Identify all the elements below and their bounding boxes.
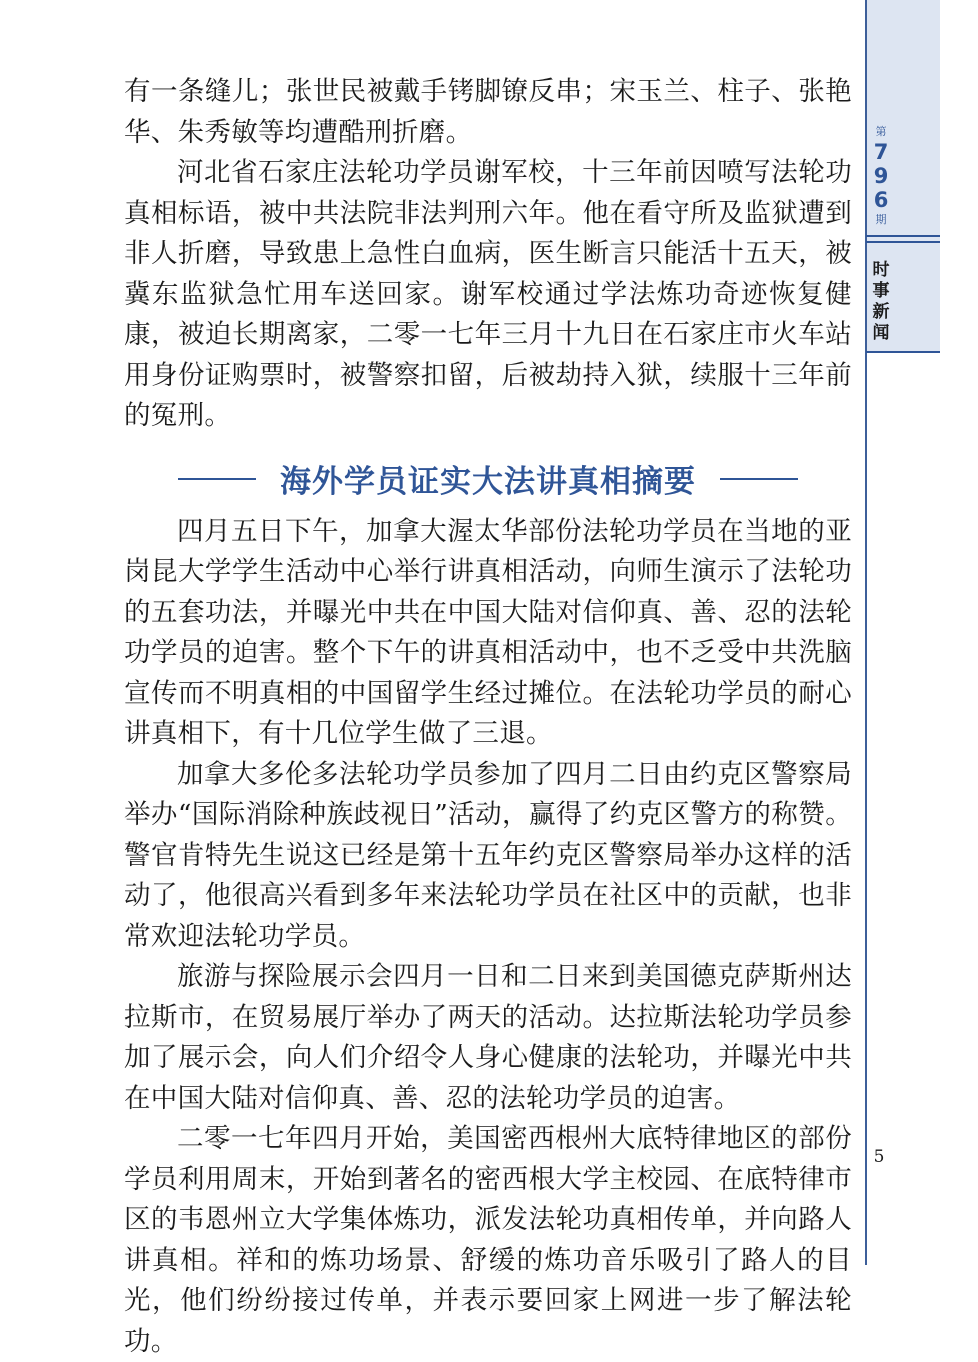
issue-prefix: 第: [875, 125, 887, 138]
page-number: 5: [873, 1147, 885, 1167]
section-name: [866, 260, 896, 344]
article-body: [124, 72, 852, 1362]
paragraph: 二零一七年四月开始，美国密西根州大底特律地区的部份学员利用周末，开始到著名的密西根大学主校园、在底特律市区的韦恩州立大学集体炼功，派发法轮功真相传单，并向路人讲真相。祥和的炼功场景、舒缓的炼功音乐吸引了路人的目光，他们纷纷接过传单，并表示要回家上网进一步了解法轮功。: [124, 1123, 852, 1357]
paragraph-continued: 有一条缝儿；张世民被戴手铐脚镣反串；宋玉兰、柱子、张艳华、朱秀敏等均遭酷刑折磨。: [124, 76, 852, 148]
section-char: 事: [872, 281, 890, 301]
sidebar-rule: [866, 235, 940, 237]
paragraph: 加拿大多伦多法轮功学员参加了四月二日由约克区警察局举办“国际消除种族歧视日”活动，赢得了约克区警方的称赞。警官肯特先生说这已经是第十五年约克区警察局举办这样的活动了，他很高兴看到多年来法轮功学员在社区中的贡献，也非常欢迎法轮功学员。: [124, 758, 852, 952]
section-char: 闻: [872, 323, 890, 343]
paragraph: 四月五日下午，加拿大渥太华部份法轮功学员在当地的亚岗昆大学学生活动中心举行讲真相活动，向师生演示了法轮功的五套功法，并曝光中共在中国大陆对信仰真、善、忍的法轮功学员的迫害。整个下午的讲真相活动中，也不乏受中共洗脑宣传而不明真相的中国留学生经过摊位。在法轮功学员的耐心讲真相下，有十几位学生做了三退。: [124, 515, 852, 749]
heading-rule-right: [720, 478, 798, 480]
issue-digit: 6: [873, 188, 889, 212]
section-char: 时: [872, 260, 890, 280]
issue-digit: 7: [873, 140, 889, 164]
issue-number: [866, 124, 896, 228]
issue-digit: 9: [873, 164, 889, 188]
issue-suffix: 期: [875, 213, 887, 226]
section-heading: [124, 446, 852, 512]
sidebar-rule: [866, 351, 940, 353]
heading-rule-left: [178, 478, 256, 480]
paragraph: 旅游与探险展示会四月一日和二日来到美国德克萨斯州达拉斯市，在贸易展厅举办了两天的活动。达拉斯法轮功学员参加了展示会，向人们介绍令人身心健康的法轮功，并曝光中共在中国大陆对信仰真、善、忍的法轮功学员的迫害。: [124, 961, 852, 1114]
section-heading-text: 海外学员证实大法讲真相摘要: [280, 464, 696, 500]
paragraph: 河北省石家庄法轮功学员谢军校，十三年前因喷写法轮功真相标语，被中共法院非法判刑六年。他在看守所及监狱遭到非人折磨，导致患上急性白血病，医生断言只能活十五天，被冀东监狱急忙用车送回家。谢军校通过学法炼功奇迹恢复健康，被迫长期离家，二零一七年三月十九日在石家庄市火车站用身份证购票时，被警察扣留，后被劫持入狱，续服十三年前的冤刑。: [124, 157, 852, 431]
sidebar-rule: [866, 241, 940, 243]
section-char: 新: [872, 302, 890, 322]
